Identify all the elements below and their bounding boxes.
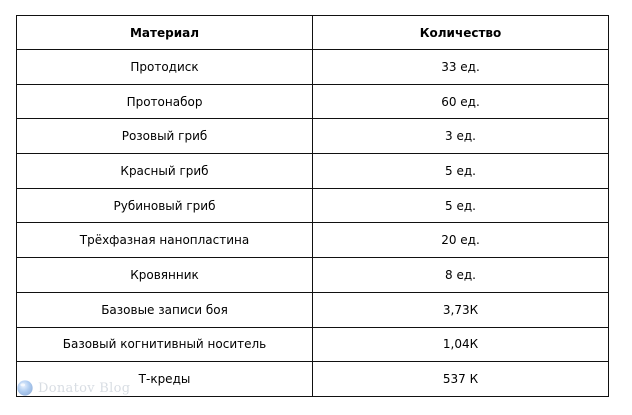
quantity-cell: 20 ед.	[313, 223, 609, 258]
material-cell: Базовый когнитивный носитель	[17, 327, 313, 362]
material-cell: Трёхфазная нанопластина	[17, 223, 313, 258]
table-row	[17, 154, 609, 189]
table-row	[17, 292, 609, 327]
table-row	[17, 223, 609, 258]
material-cell: Протодиск	[17, 50, 313, 85]
watermark-text: Donatov Blog	[38, 380, 131, 396]
material-cell: Кровянник	[17, 258, 313, 293]
table-row	[17, 188, 609, 223]
quantity-cell: 537 К	[313, 362, 609, 397]
quantity-cell: 5 ед.	[313, 154, 609, 189]
table-row	[17, 84, 609, 119]
quantity-cell: 3,73К	[313, 292, 609, 327]
table-row	[17, 327, 609, 362]
quantity-cell: 1,04К	[313, 327, 609, 362]
quantity-cell: 60 ед.	[313, 84, 609, 119]
quantity-cell: 3 ед.	[313, 119, 609, 154]
material-cell: Розовый гриб	[17, 119, 313, 154]
material-cell: Протонабор	[17, 84, 313, 119]
material-cell: Базовые записи боя	[17, 292, 313, 327]
quantity-cell: 8 ед.	[313, 258, 609, 293]
watermark	[16, 377, 130, 399]
table-row	[17, 119, 609, 154]
blue-drop-logo-icon	[16, 379, 34, 397]
materials-table	[16, 15, 609, 397]
table-row	[17, 50, 609, 85]
material-cell: Красный гриб	[17, 154, 313, 189]
quantity-cell: 5 ед.	[313, 188, 609, 223]
quantity-cell: 33 ед.	[313, 50, 609, 85]
header-quantity: Количество	[313, 16, 609, 50]
material-cell: Рубиновый гриб	[17, 188, 313, 223]
table-row	[17, 258, 609, 293]
material-cell: Т-креды	[17, 362, 313, 397]
table-header-row	[17, 16, 609, 50]
header-material: Материал	[17, 16, 313, 50]
